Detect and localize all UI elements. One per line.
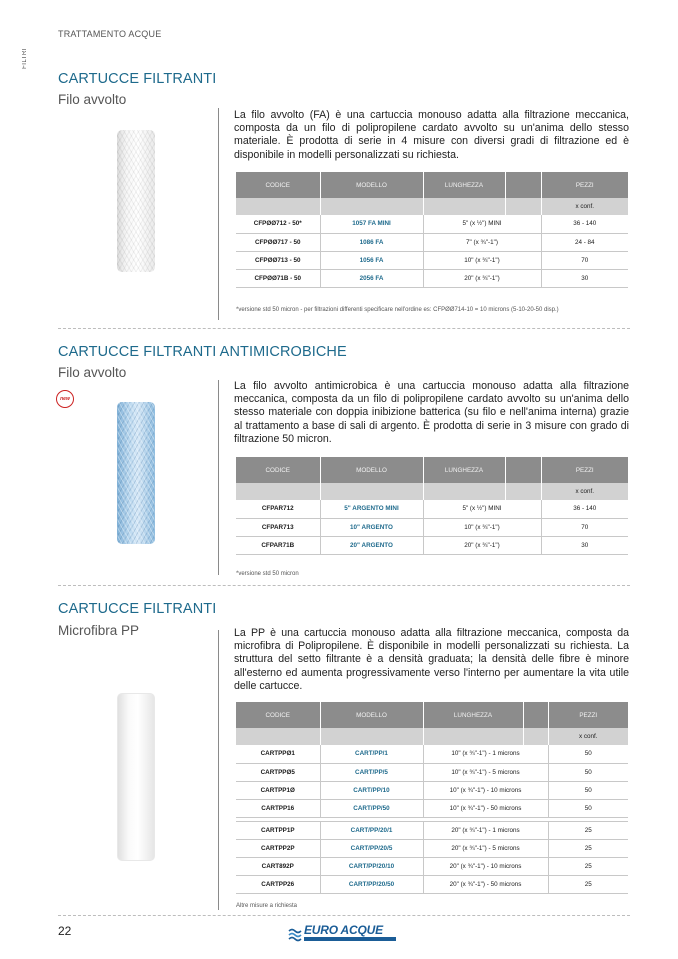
cartridge-image-filo-avvolto [117,130,155,272]
table-row [236,269,628,287]
table-subheader-row [236,198,628,215]
cell-lunghezza: 7" (x ¾"-1") [423,233,541,251]
col-header-codice: CODICE [236,457,320,483]
section-divider-vertical [218,108,219,320]
table-row [236,518,628,536]
table-row [236,781,628,799]
cell-modello: 1056 FA [320,251,423,269]
cell-modello: CART/PP/20/1 [320,821,423,839]
cell-pezzi: 36 - 140 [541,500,628,518]
header-section-label: TRATTAMENTO ACQUE [58,29,162,39]
product-table [236,457,628,555]
col-header-codice: CODICE [236,702,320,728]
cell-lunghezza: 20" (x ¾"-1") - 50 microns [423,875,548,893]
cell-modello: 20" ARGENTO [320,536,423,554]
section-title: CARTUCCE FILTRANTI ANTIMICROBICHE [58,344,347,360]
table-subheader-row [236,728,628,745]
table-row [236,536,628,554]
table-row [236,215,628,233]
cell-pezzi: 70 [541,518,628,536]
cell-lunghezza: 5" (x ½") MINI [423,215,541,233]
table-row [236,251,628,269]
cell-codice: CARTPP1P [236,821,320,839]
water-wave-icon [288,925,304,943]
cartridge-image-microfibra-pp [117,693,155,861]
col-header-lunghezza: LUNGHEZZA [423,457,505,483]
section-subtitle: Filo avvolto [58,92,127,107]
cell-codice: CFPØØ713 - 50 [236,251,320,269]
section-title: CARTUCCE FILTRANTI [58,71,217,87]
table-row [236,857,628,875]
cell-modello: 1057 FA MINI [320,215,423,233]
col-header-modello: MODELLO [320,172,423,198]
product-table [236,702,628,894]
product-description: La filo avvolto antimicrobica è una cartuccia monouso adatta alla filtrazione meccanica, composta da un filo di polipropilene cardato avvolto su un'anima dello stesso materiale con doppia inibizione batterica (su filo e nell'anima interna) grazie al trattamento a base di sali di argento. È prodotta di serie in 3 misure con grado di filtrazione 50 micron. [234,380,629,445]
table-footnote: *versione std 50 micron - per filtrazioni differenti specificare nell'ordine es: CFPØØ714-10 = 10 microns (5-10-20-50 disp.) [236,307,559,313]
cell-codice: CARTPPØ1 [236,745,320,763]
cell-pezzi: 25 [548,839,628,857]
table-row [236,763,628,781]
cell-codice: CARTPP2P [236,839,320,857]
cell-pezzi: 25 [548,857,628,875]
section-subtitle: Microfibra PP [58,623,140,638]
product-table [236,172,628,288]
col-header-empty [505,172,541,198]
cell-codice: CFPØØ712 - 50* [236,215,320,233]
table-footnote: Altre misure a richiesta [236,903,298,909]
logo-text: EURO ACQUE [304,923,383,937]
cell-pezzi: 25 [548,821,628,839]
subheader-pezzi: x conf. [541,198,628,215]
cell-lunghezza: 10" (x ¾"-1") [423,518,541,536]
cell-codice: CARTPP1Ø [236,781,320,799]
cell-codice: CARTPP26 [236,875,320,893]
col-header-empty [505,457,541,483]
new-badge: new [56,390,74,408]
subheader-pezzi: x conf. [548,728,628,745]
brand-logo [288,923,398,945]
col-header-pezzi: PEZZI [541,457,628,483]
cartridge-image-antimicrobica [117,402,155,544]
table-row [236,875,628,893]
table-row [236,500,628,518]
col-header-lunghezza: LUNGHEZZA [423,172,505,198]
table-row [236,233,628,251]
cell-lunghezza: 10" (x ¾"-1") [423,251,541,269]
cell-codice: CARTPPØ5 [236,763,320,781]
table-row [236,839,628,857]
side-tab-label: FILTRI [22,48,28,69]
product-description: La filo avvolto (FA) è una cartuccia monouso adatta alla filtrazione meccanica, composta da un filo di polipropilene cardato avvolto su un'anima dello stesso materiale. È prodotta di serie in 4 misure con diversi gradi di filtrazione ed è disponibile in modelli personalizzati su richiesta. [234,109,629,161]
cell-pezzi: 30 [541,269,628,287]
cell-codice: CARTPP16 [236,799,320,817]
section-divider [58,585,630,586]
col-header-modello: MODELLO [320,457,423,483]
cell-lunghezza: 20" (x ¾"-1") - 5 microns [423,839,548,857]
cell-pezzi: 50 [548,763,628,781]
cell-modello: CART/PP/20/50 [320,875,423,893]
cell-codice: CFPAR713 [236,518,320,536]
col-header-lunghezza: LUNGHEZZA [423,702,523,728]
col-header-pezzi: PEZZI [541,172,628,198]
cell-pezzi: 70 [541,251,628,269]
cell-modello: CART/PP/50 [320,799,423,817]
cell-lunghezza: 20" (x ¾"-1") - 10 microns [423,857,548,875]
cell-modello: CART/PP/10 [320,781,423,799]
col-header-codice: CODICE [236,172,320,198]
logo-underline [304,937,396,941]
cell-pezzi: 50 [548,745,628,763]
cell-lunghezza: 20" (x ¾"-1") - 1 microns [423,821,548,839]
table-row [236,799,628,817]
section-divider-vertical [218,630,219,910]
table-row [236,745,628,763]
section-divider [58,328,630,329]
cell-codice: CART892P [236,857,320,875]
cell-modello: 10" ARGENTO [320,518,423,536]
cell-modello: CART/PP/1 [320,745,423,763]
cell-lunghezza: 10" (x ¾"-1") - 10 microns [423,781,548,799]
cell-lunghezza: 20" (x ¾"-1") [423,269,541,287]
col-header-empty [523,702,548,728]
cell-lunghezza: 5" (x ½") MINI [423,500,541,518]
table-subheader-row [236,483,628,500]
cell-codice: CFPØØ717 - 50 [236,233,320,251]
col-header-modello: MODELLO [320,702,423,728]
table-footnote: *versione std 50 micron [236,571,299,577]
cell-pezzi: 50 [548,781,628,799]
section-divider-vertical [218,380,219,575]
section-title: CARTUCCE FILTRANTI [58,601,217,617]
cell-lunghezza: 10" (x ¾"-1") - 5 microns [423,763,548,781]
cell-modello: CART/PP/20/10 [320,857,423,875]
col-header-pezzi: PEZZI [548,702,628,728]
cell-pezzi: 25 [548,875,628,893]
cell-codice: CFPAR712 [236,500,320,518]
cell-modello: 5" ARGENTO MINI [320,500,423,518]
cell-lunghezza: 10" (x ¾"-1") - 50 microns [423,799,548,817]
cell-lunghezza: 20" (x ¾"-1") [423,536,541,554]
cell-pezzi: 50 [548,799,628,817]
cell-pezzi: 24 - 84 [541,233,628,251]
cell-pezzi: 30 [541,536,628,554]
cell-pezzi: 36 - 140 [541,215,628,233]
cell-modello: 1086 FA [320,233,423,251]
product-description: La PP è una cartuccia monouso adatta alla filtrazione meccanica, composta da microfibra di Polipropilene. È disponibile in modelli personalizzati su richiesta. La struttura del setto filtrante è a densità graduata; la densità delle fibre è minore all'esterno ed aumenta progressivamente verso l'interno per aumentare la vita utile delle cartucce. [234,627,629,692]
subheader-pezzi: x conf. [541,483,628,500]
section-subtitle: Filo avvolto [58,365,127,380]
cell-codice: CFPAR71B [236,536,320,554]
section-divider [58,915,630,916]
cell-modello: CART/PP/20/5 [320,839,423,857]
table-row [236,821,628,839]
cell-modello: CART/PP/5 [320,763,423,781]
cell-codice: CFPØØ71B - 50 [236,269,320,287]
cell-lunghezza: 10" (x ¾"-1") - 1 microns [423,745,548,763]
cell-modello: 2056 FA [320,269,423,287]
page-number: 22 [58,924,72,938]
